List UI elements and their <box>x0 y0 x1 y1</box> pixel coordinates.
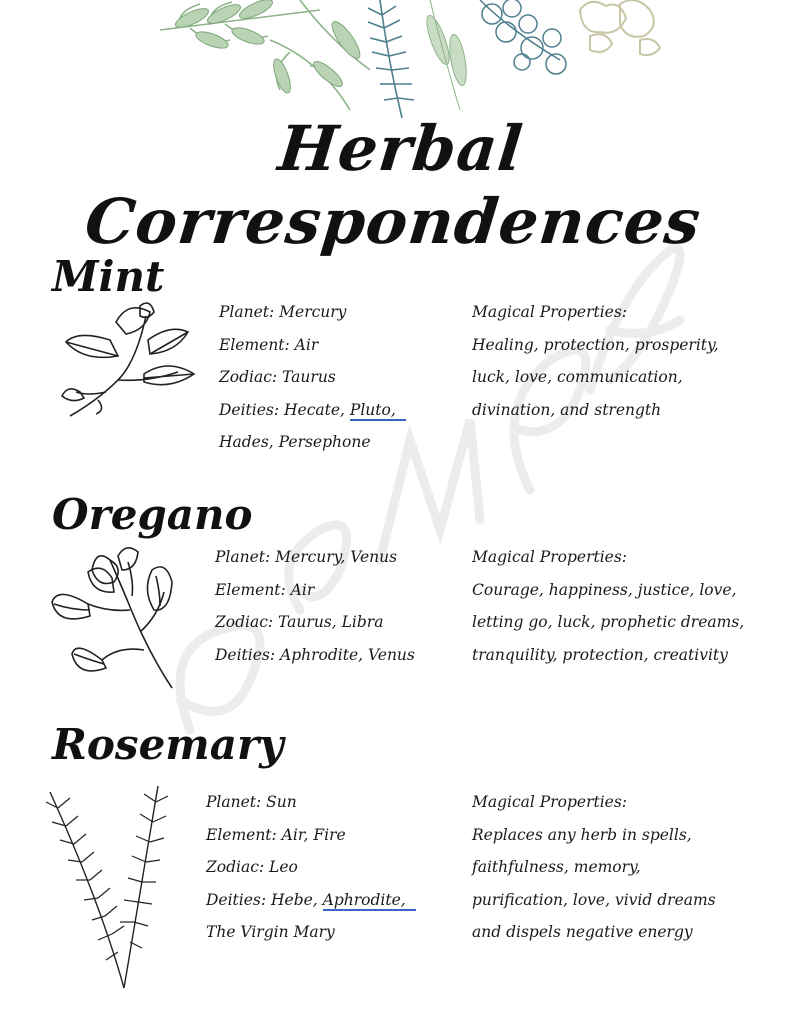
mint-zodiac: Zodiac: Taurus <box>219 368 336 386</box>
rosemary-properties-line: Replaces any herb in spells, <box>472 825 692 844</box>
oregano-sprig-illustration <box>48 542 178 692</box>
rosemary-properties-line: purification, love, vivid dreams <box>472 890 716 909</box>
page-title: Herbal Correspondences <box>81 112 705 258</box>
mint-deity-link-pluto[interactable]: Pluto, <box>350 401 406 421</box>
rosemary-properties-heading: Magical Properties: <box>472 793 628 811</box>
oregano-magical-properties <box>472 541 744 671</box>
oregano-properties-line: letting go, luck, prophetic dreams, <box>472 613 745 631</box>
mint-element: Element: Air <box>219 335 319 354</box>
oregano-planet: Planet: Mercury, Venus <box>215 548 398 566</box>
rosemary-sprig-illustration <box>40 782 170 992</box>
rosemary-element: Element: Air, Fire <box>206 825 346 844</box>
mint-properties-heading: Magical Properties: <box>472 303 628 321</box>
rosemary-details <box>206 786 416 949</box>
rosemary-planet: Planet: Sun <box>206 793 297 811</box>
botanical-header-illustration <box>120 0 680 120</box>
mint-properties-line: luck, love, communication, <box>472 368 683 386</box>
mint-properties-line: Healing, protection, prosperity, <box>472 335 719 354</box>
oregano-zodiac: Zodiac: Taurus, Libra <box>215 613 384 631</box>
oregano-properties-heading: Magical Properties: <box>472 548 628 566</box>
herb-name-mint: Mint <box>52 252 165 301</box>
mint-deities-text: Deities: Hecate, <box>219 400 350 419</box>
oregano-deities: Deities: Aphrodite, Venus <box>215 645 415 664</box>
mint-deities <box>219 394 406 427</box>
rosemary-deities-text: Deities: Hebe, <box>206 890 323 909</box>
rosemary-deity-link-aphrodite[interactable]: Aphrodite, <box>323 891 416 911</box>
herb-name-rosemary: Rosemary <box>52 720 284 769</box>
rosemary-deities-continued: The Virgin Mary <box>206 923 335 941</box>
oregano-properties-line: Courage, happiness, justice, love, <box>472 580 737 599</box>
herb-name-oregano: Oregano <box>52 490 253 539</box>
rosemary-magical-properties <box>472 786 716 949</box>
rosemary-properties-line: faithfulness, memory, <box>472 858 641 876</box>
mint-planet: Planet: Mercury <box>219 303 347 321</box>
rosemary-properties-line: and dispels negative energy <box>472 923 693 941</box>
mint-sprig-illustration <box>58 300 198 420</box>
mint-details <box>219 296 406 459</box>
mint-magical-properties <box>472 296 719 426</box>
rosemary-zodiac: Zodiac: Leo <box>206 858 298 876</box>
oregano-element: Element: Air <box>215 580 315 599</box>
mint-properties-line: divination, and strength <box>472 400 662 419</box>
rosemary-deities <box>206 884 416 917</box>
oregano-details <box>215 541 415 671</box>
oregano-properties-line: tranquility, protection, creativity <box>472 645 728 664</box>
mint-deities-continued: Hades, Persephone <box>219 433 371 451</box>
